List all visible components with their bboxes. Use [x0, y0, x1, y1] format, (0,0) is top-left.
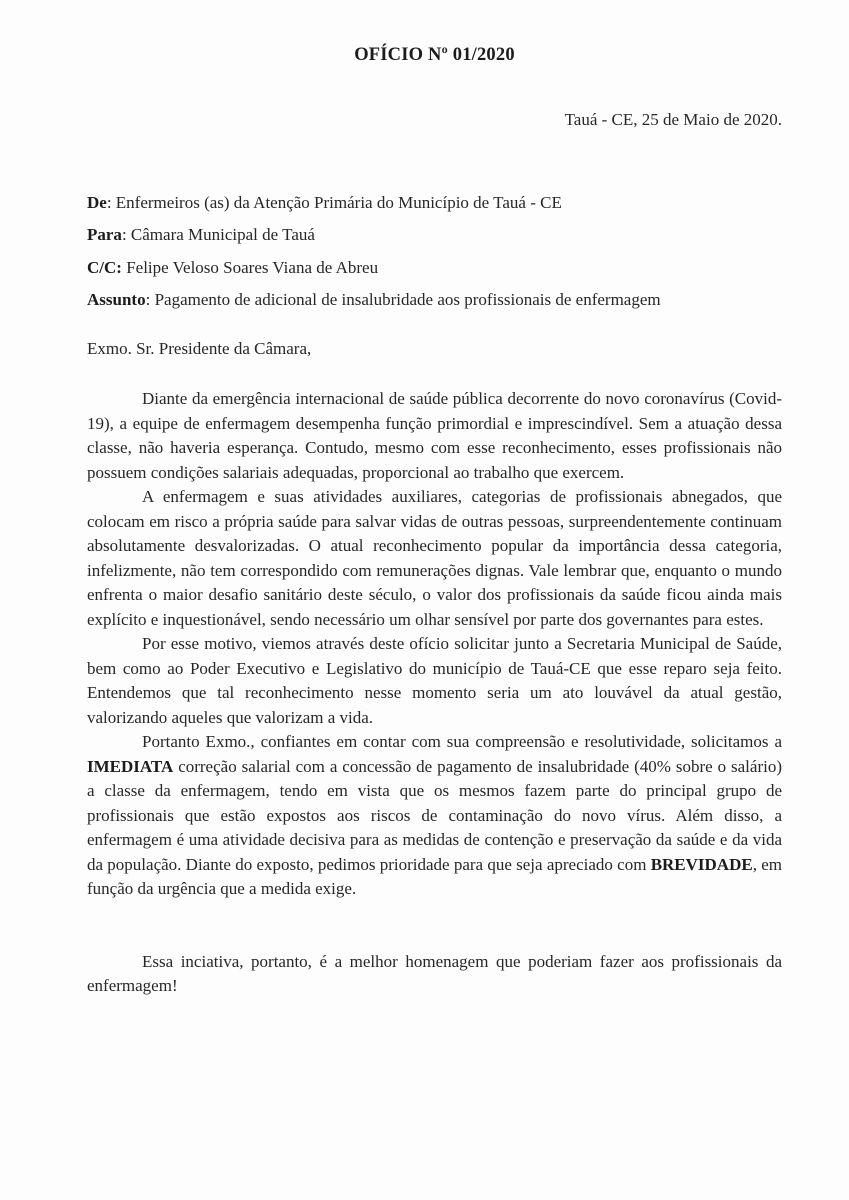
field-to-value: : Câmara Municipal de Tauá — [121, 225, 315, 244]
field-cc — [87, 256, 782, 281]
closing-paragraph: Essa inciativa, portanto, é a melhor homenagem que poderiam fazer aos profissionais da enfermagem! — [87, 951, 782, 995]
field-cc-value: Felipe Veloso Soares Viana de Abreu — [121, 257, 379, 277]
salutation: Exmo. Sr. Presidente da Câmara, — [87, 338, 312, 358]
field-subject — [87, 288, 782, 313]
paragraph-4-run: correção salarial com a concessão de pagamento de insalubridade (40% sobre o salário) a classe da enfermagem, tendo em vista que os mesmos fazem parte do principal grupo de profissionais que estão expostos aos riscos de contaminação do novo vírus. Além disso, a enfermagem é uma atividade decisiva para as medidas de contenção e preservação da saúde e da vida da população. Diante do exposto, pedimos prioridade para que seja apreciado com — [87, 756, 782, 874]
paragraph-1: Diante da emergência internacional de saúde pública decorrente do novo coronavírus (Covid-19), a equipe de enfermagem desempenha função primordial e imprescindível. Sem a atuação dessa classe, não haveria esperança. Contudo, mesmo com esse reconhecimento, esses profissionais não possuem condições salariais adequadas, proporcional ao trabalho que exercem. — [87, 389, 782, 482]
field-to-label: Para — [87, 225, 122, 244]
field-cc-label: C/C: — [87, 257, 122, 277]
field-from-label: De — [87, 192, 107, 212]
letter-body — [87, 387, 782, 999]
field-subject-value: : Pagamento de adicional de insalubridade aos profissionais de enfermagem — [145, 290, 661, 309]
document-title: OFÍCIO Nº 01/2020 — [354, 45, 515, 65]
header-fields — [87, 191, 782, 313]
field-from-value: : Enfermeiros (as) da Atenção Primária do Município de Tauá - CE — [106, 192, 562, 212]
field-from — [87, 191, 782, 216]
emphasis-brevidade: BREVIDADE — [650, 854, 753, 874]
paragraph-4-run: Portanto Exmo., confiantes em contar com sua compreensão e resolutividade, solicitamos a — [142, 732, 782, 751]
paragraph-3: Por esse motivo, viemos através deste ofício solicitar junto a Secretaria Municipal de Saúde, bem como ao Poder Executivo e Legislativo do município de Tauá-CE que esse reparo seja feito. Entendemos que tal reconhecimento nesse momento seria um ato louvável da atual gestão, valorizando aqueles que valorizam a vida. — [87, 634, 782, 727]
field-subject-label: Assunto — [87, 290, 146, 309]
emphasis-imediata: IMEDIATA — [87, 756, 174, 776]
paragraph-4 — [87, 730, 782, 902]
field-to — [87, 223, 782, 248]
paragraph-4-run: , em função da urgência que a medida exige. — [87, 854, 782, 898]
paragraph-2: A enfermagem e suas atividades auxiliares, categorias de profissionais abnegados, que colocam em risco a própria saúde para salvar vidas de outras pessoas, surpreendentemente continuam absolutamente desvalorizadas. O atual reconhecimento popular da importância dessa categoria, infelizmente, não tem correspondido com remunerações dignas. Vale lembrar que, enquanto o mundo enfrenta o maior desafio sanitário deste século, o valor dos profissionais da saúde ficou ainda mais explícito e inquestionável, sendo necessário um olhar sensível por parte dos governantes para estes. — [87, 487, 782, 629]
date-line: Tauá - CE, 25 de Maio de 2020. — [564, 110, 782, 129]
